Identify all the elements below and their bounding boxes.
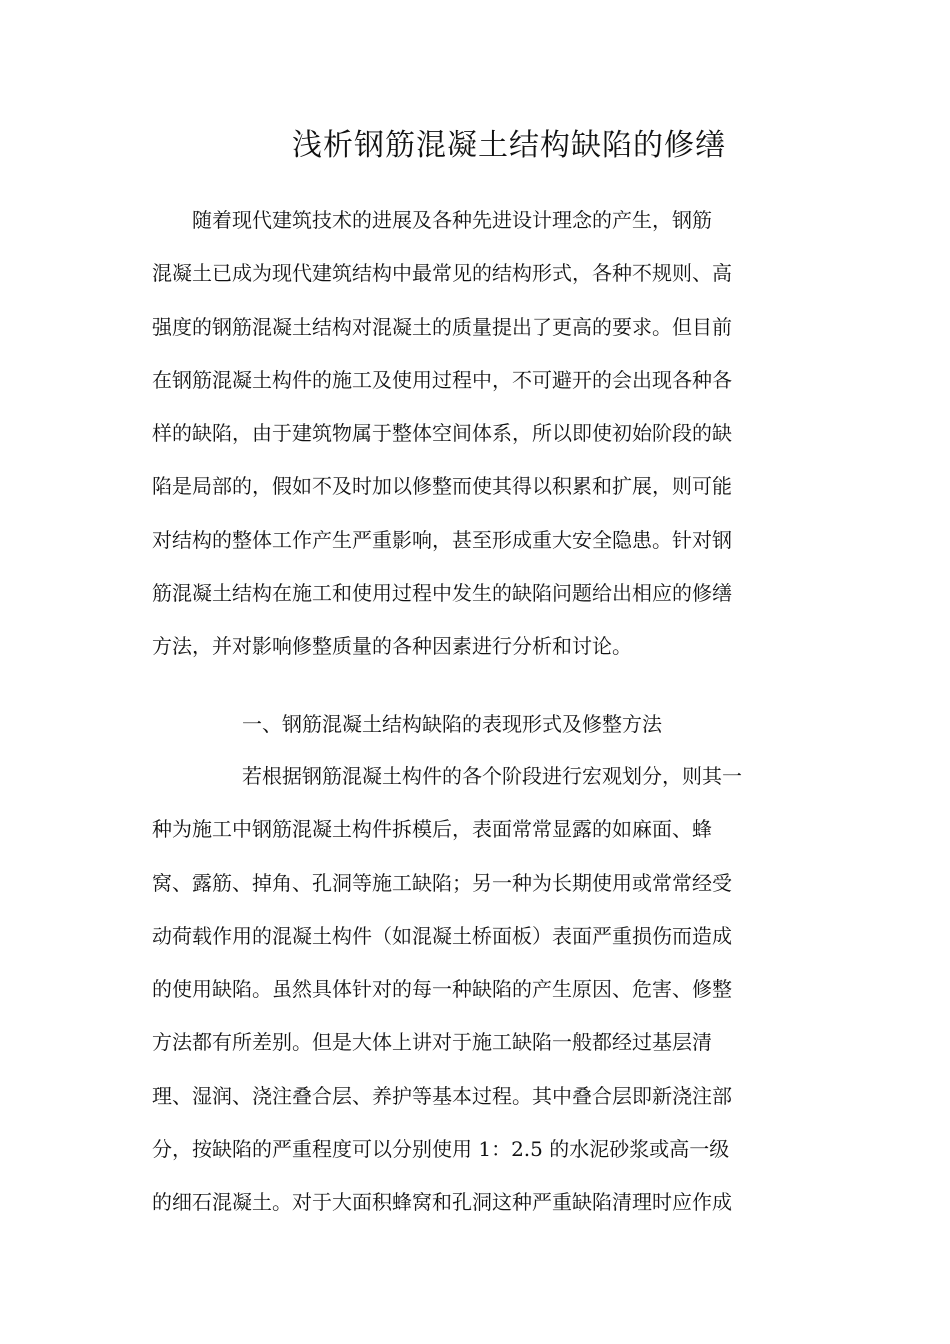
section-line-3: 窝、露筋、掉角、孔洞等施工缺陷；另一种为长期使用或常常经受: [152, 870, 732, 895]
section-heading: 一、钢筋混凝土结构缺陷的表现形式及修整方法: [242, 712, 662, 736]
section-line-2: 种为施工中钢筋混凝土构件拆模后，表面常常显露的如麻面、蜂: [152, 817, 712, 842]
intro-line-4: 在钢筋混凝土构件的施工及使用过程中，不可避开的会出现各种各: [152, 367, 732, 392]
intro-line-5: 样的缺陷，由于建筑物属于整体空间体系，所以即使初始阶段的缺: [152, 421, 732, 446]
intro-line-7: 对结构的整体工作产生严重影响，甚至形成重大安全隐患。针对钢: [152, 527, 732, 552]
intro-paragraph: [152, 194, 802, 674]
intro-line-2: 混凝土已成为现代建筑结构中最常见的结构形式，各种不规则、高: [152, 261, 732, 286]
section-line-6: 方法都有所差别。但是大体上讲对于施工缺陷一般都经过基层清: [152, 1030, 712, 1055]
section-paragraph: [152, 750, 802, 1230]
section-line-5: 的使用缺陷。虽然具体针对的每一种缺陷的产生原因、危害、修整: [152, 977, 732, 1002]
section-line-4: 动荷载作用的混凝土构件（如混凝土桥面板）表面严重损伤而造成: [152, 923, 732, 948]
section-line-8: 分，按缺陷的严重程度可以分别使用 1：2.5 的水泥砂浆或高一级: [152, 1137, 730, 1162]
intro-line-6: 陷是局部的，假如不及时加以修整而使其得以积累和扩展，则可能: [152, 474, 732, 499]
intro-line-1: 随着现代建筑技术的进展及各种先进设计理念的产生，钢筋: [192, 208, 712, 232]
intro-line-3: 强度的钢筋混凝土结构对混凝土的质量提出了更高的要求。但目前: [152, 314, 732, 339]
section-line-7: 理、湿润、浇注叠合层、养护等基本过程。其中叠合层即新浇注部: [152, 1083, 732, 1108]
section-line-1: 若根据钢筋混凝土构件的各个阶段进行宏观划分，则其一: [242, 764, 742, 788]
intro-line-9: 方法，并对影响修整质量的各种因素进行分析和讨论。: [152, 634, 632, 659]
document-title: 浅析钢筋混凝土结构缺陷的修缮: [292, 128, 726, 163]
section-line-9: 的细石混凝土。对于大面积蜂窝和孔洞这种严重缺陷清理时应作成: [152, 1190, 732, 1215]
intro-line-8: 筋混凝土结构在施工和使用过程中发生的缺陷问题给出相应的修缮: [152, 581, 732, 606]
